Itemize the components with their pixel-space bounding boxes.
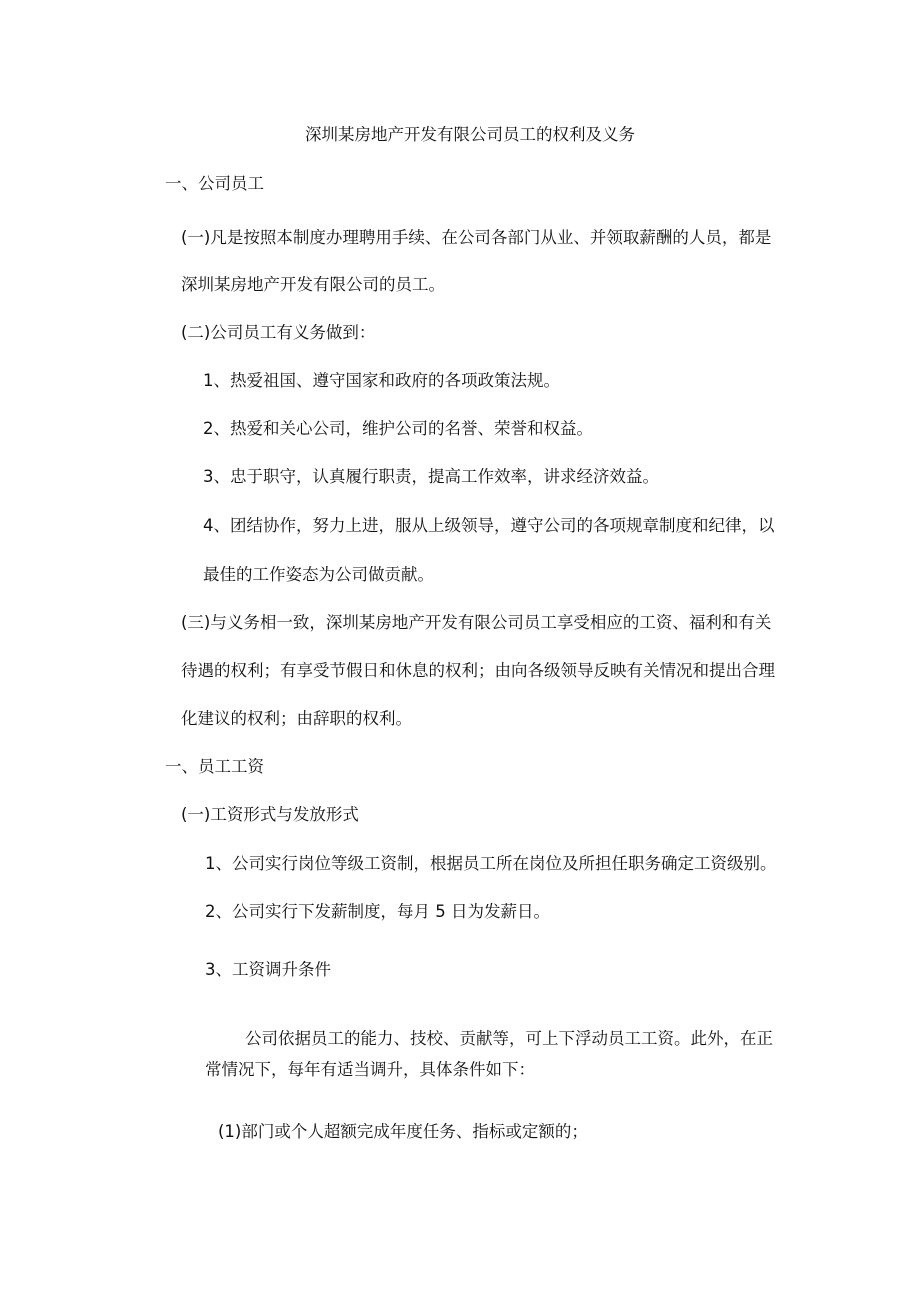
- section-heading-employees: 一、公司员工: [165, 174, 264, 193]
- paragraph-1-line-2: 深圳某房地产开发有限公司的员工。: [181, 275, 445, 294]
- duty-item-4-line-2: 最佳的工作姿态为公司做贡献。: [203, 565, 434, 584]
- wage-item-2: 2、公司实行下发薪制度，每月 5 日为发薪日。: [205, 902, 550, 921]
- paragraph-3-line-3: 化建议的权利；由辞职的权利。: [181, 709, 412, 728]
- document-title: 深圳某房地产开发有限公司员工的权利及义务: [305, 125, 635, 144]
- wage-paragraph-line-1: 公司依据员工的能力、技校、贡献等，可上下浮动员工工资。此外，在正: [245, 1029, 773, 1048]
- wage-item-1: 1、公司实行岗位等级工资制，根据员工所在岗位及所担任职务确定工资级别。: [205, 854, 777, 873]
- wage-paragraph-line-2: 常情况下，每年有适当调升，具体条件如下：: [205, 1060, 535, 1079]
- paragraph-3-line-2: 待遇的权利；有享受节假日和休息的权利；由向各级领导反映有关情况和提出合理: [181, 661, 775, 680]
- duty-item-2: 2、热爱和关心公司，维护公司的名誉、荣誉和权益。: [203, 419, 593, 438]
- wage-item-3: 3、工资调升条件: [205, 960, 331, 979]
- section-heading-wages: 一、员工工资: [165, 757, 264, 776]
- raise-condition-1: (1)部门或个人超额完成年度任务、指标或定额的；: [218, 1122, 588, 1141]
- paragraph-2: (二)公司员工有义务做到：: [181, 323, 376, 342]
- duty-item-1: 1、热爱祖国、遵守国家和政府的各项政策法规。: [203, 371, 560, 390]
- duty-item-4-line-1: 4、团结协作，努力上进，服从上级领导，遵守公司的各项规章制度和纪律，以: [203, 516, 775, 535]
- wage-form-heading: (一)工资形式与发放形式: [181, 805, 359, 824]
- paragraph-3-line-1: (三)与义务相一致，深圳某房地产开发有限公司员工享受相应的工资、福利和有关: [181, 613, 772, 632]
- duty-item-3: 3、忠于职守，认真履行职责，提高工作效率，讲求经济效益。: [203, 467, 659, 486]
- paragraph-1-line-1: (一)凡是按照本制度办理聘用手续、在公司各部门从业、并领取薪酬的人员，都是: [181, 228, 772, 247]
